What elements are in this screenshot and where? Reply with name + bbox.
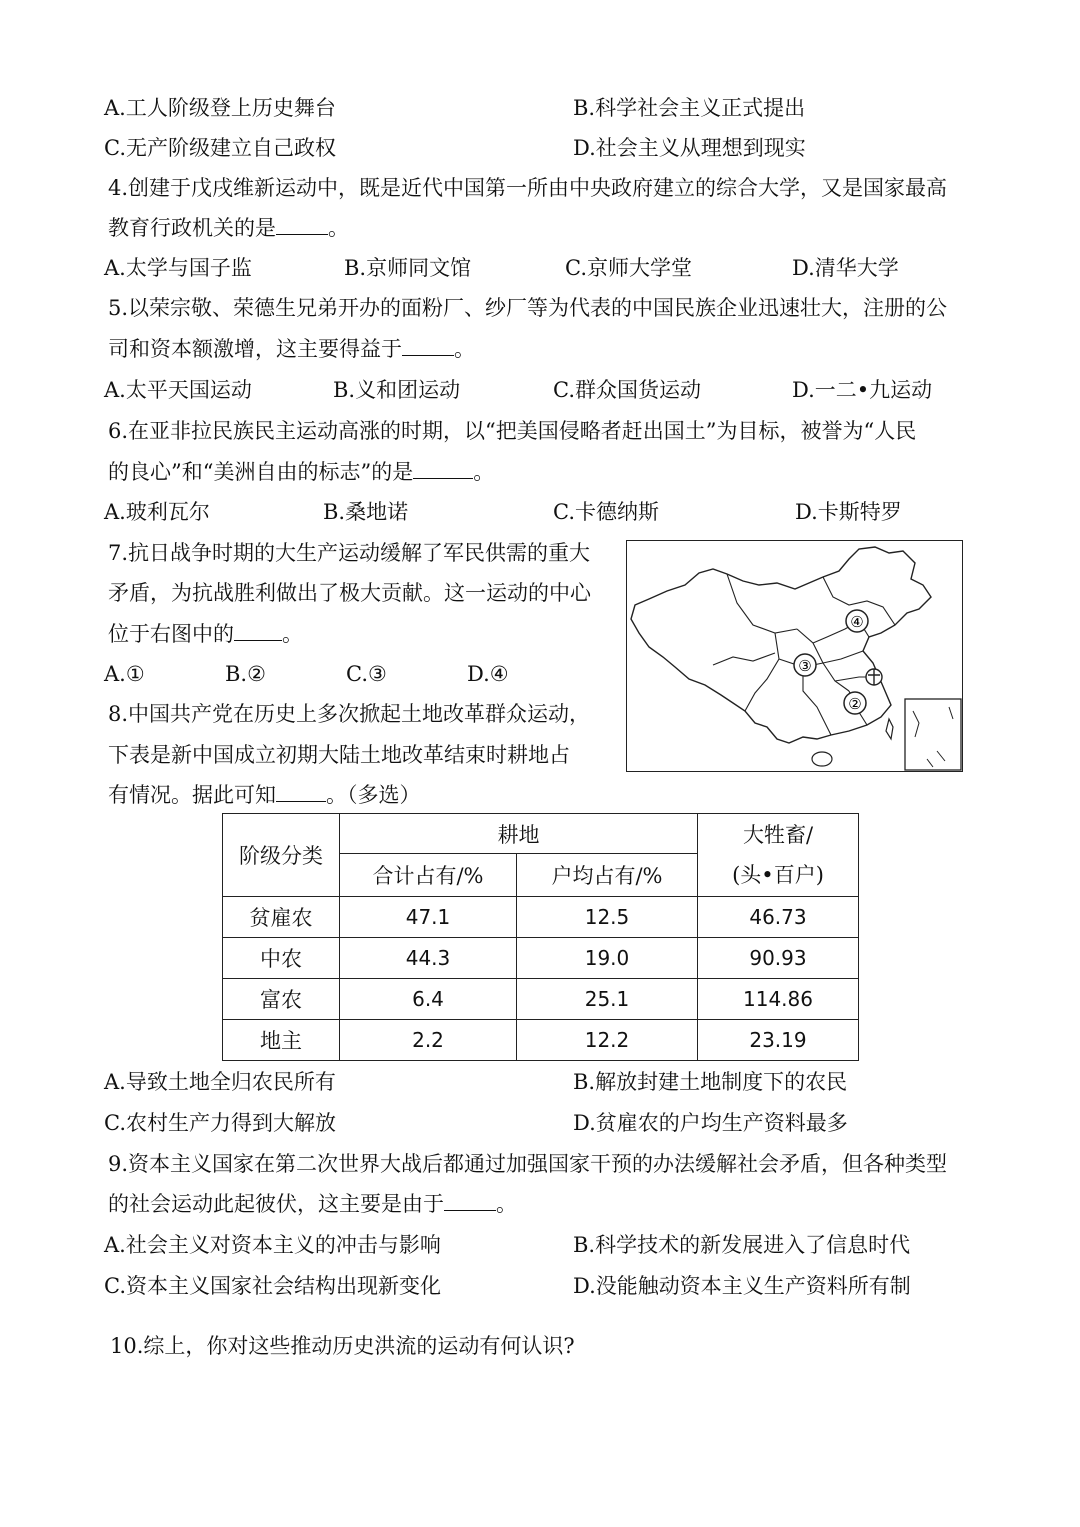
header-land: 耕地 <box>340 814 698 854</box>
row-total: 47.1 <box>340 897 517 938</box>
header-livestock <box>698 814 859 897</box>
q9-stem-text: 的社会运动此起彼伏，这主要是由于 <box>108 1192 444 1216</box>
q8-answer-blank[interactable] <box>276 781 326 802</box>
q7-stem-text: 位于右图中的 <box>108 622 234 646</box>
taiwan-island <box>886 719 893 739</box>
q4-stem-end: 。 <box>328 216 349 240</box>
q3-option-c: C.无产阶级建立自己政权 <box>104 136 336 160</box>
table-row <box>223 979 859 1020</box>
row-total: 6.4 <box>340 979 517 1020</box>
q3-option-b: B.科学社会主义正式提出 <box>573 96 806 120</box>
q7-option-c: C.③ <box>346 662 387 686</box>
land-ownership-table <box>222 813 859 1061</box>
header-class: 阶级分类 <box>223 814 340 897</box>
q6-stem-line1: 6.在亚非拉民族民主运动高涨的时期，以“把美国侵略者赶出国土”为目标，被誉为“人民 <box>108 419 917 443</box>
q7-option-a: A.① <box>104 662 145 686</box>
map-marker-2 <box>844 692 866 714</box>
row-total: 2.2 <box>340 1020 517 1061</box>
map-marker-4-label: ④ <box>850 613 864 631</box>
q5-option-d: D.一二•九运动 <box>792 378 933 402</box>
q8-stem-line1: 8.中国共产党在历史上多次掀起土地改革群众运动， <box>108 702 591 726</box>
q7-option-d: D.④ <box>467 662 509 686</box>
q9-stem-line1: 9.资本主义国家在第二次世界大战后都通过加强国家干预的办法缓解社会矛盾，但各种类型 <box>108 1152 948 1176</box>
hainan-island <box>812 752 832 766</box>
q6-option-d: D.卡斯特罗 <box>795 500 902 524</box>
q8-stem-text: 有情况。据此可知 <box>108 783 276 807</box>
q4-option-b: B.京师同文馆 <box>344 256 472 280</box>
q4-option-a: A.太学与国子监 <box>104 256 252 280</box>
q7-stem-line1: 7.抗日战争时期的大生产运动缓解了军民供需的重大 <box>108 541 591 565</box>
q6-option-a: A.玻利瓦尔 <box>104 500 210 524</box>
q9-stem-line2 <box>108 1189 517 1219</box>
map-marker-3 <box>794 654 816 676</box>
q7-stem-line2: 矛盾，为抗战胜利做出了极大贡献。这一运动的中心 <box>108 581 591 605</box>
row-avg: 19.0 <box>517 938 698 979</box>
q4-option-d: D.清华大学 <box>792 256 899 280</box>
row-avg: 12.2 <box>517 1020 698 1061</box>
q5-stem-line1: 5.以荣宗敬、荣德生兄弟开办的面粉厂、纱厂等为代表的中国民族企业迅速壮大，注册的公 <box>108 296 948 320</box>
q5-option-b: B.义和团运动 <box>333 378 461 402</box>
china-outline <box>631 547 931 743</box>
q4-stem-line1: 4.创建于戊戌维新运动中，既是近代中国第一所由中央政府建立的综合大学，又是国家最高 <box>108 176 948 200</box>
q9-option-c: C.资本主义国家社会结构出现新变化 <box>104 1274 441 1298</box>
q8-option-a: A.导致土地全归农民所有 <box>104 1070 336 1094</box>
header-livestock-line2: (头•百户) <box>732 863 824 887</box>
q7-stem-end: 。 <box>282 622 303 646</box>
q5-option-a: A.太平天国运动 <box>104 378 252 402</box>
q5-stem-line2 <box>108 334 475 364</box>
q5-stem-text: 司和资本额激增，这主要得益于 <box>108 337 402 361</box>
map-marker-3-label: ③ <box>798 657 812 675</box>
q9-option-a: A.社会主义对资本主义的冲击与影响 <box>104 1233 441 1257</box>
q6-answer-blank[interactable] <box>413 458 473 479</box>
q4-stem-line2 <box>108 213 349 243</box>
header-livestock-line1: 大牲畜/ <box>742 823 814 847</box>
row-total: 44.3 <box>340 938 517 979</box>
q6-option-c: C.卡德纳斯 <box>553 500 659 524</box>
map-marker-2-label: ② <box>848 695 862 713</box>
q5-answer-blank[interactable] <box>402 335 454 356</box>
china-map-drawing <box>627 541 962 771</box>
row-avg: 25.1 <box>517 979 698 1020</box>
q8-stem-line2: 下表是新中国成立初期大陆土地改革结束时耕地占 <box>108 743 570 767</box>
q8-stem-end: 。（多选） <box>326 783 421 807</box>
q7-answer-blank[interactable] <box>234 620 282 641</box>
q3-option-d: D.社会主义从理想到现实 <box>573 136 806 160</box>
q10-stem: 10.综上，你对这些推动历史洪流的运动有何认识? <box>110 1334 575 1358</box>
q6-stem-text: 的良心”和“美洲自由的标志”的是 <box>108 460 414 484</box>
row-class: 地主 <box>223 1020 340 1061</box>
q9-stem-end: 。 <box>496 1192 517 1216</box>
q8-option-c: C.农村生产力得到大解放 <box>104 1111 336 1135</box>
q8-stem-line3 <box>108 780 421 810</box>
q6-stem-line2 <box>108 457 494 487</box>
header-avg: 户均占有/% <box>517 854 698 897</box>
header-total: 合计占有/% <box>340 854 517 897</box>
q9-answer-blank[interactable] <box>444 1190 496 1211</box>
row-class: 贫雇农 <box>223 897 340 938</box>
q7-option-b: B.② <box>225 662 266 686</box>
table-row <box>223 897 859 938</box>
q6-stem-end: 。 <box>473 460 495 484</box>
row-class: 富农 <box>223 979 340 1020</box>
table-row <box>223 938 859 979</box>
row-livestock: 114.86 <box>698 979 859 1020</box>
q7-stem-line3 <box>108 619 303 649</box>
row-livestock: 90.93 <box>698 938 859 979</box>
q4-stem-text: 教育行政机关的是 <box>108 216 276 240</box>
q5-option-c: C.群众国货运动 <box>553 378 701 402</box>
q9-option-d: D.没能触动资本主义生产资料所有制 <box>573 1274 911 1298</box>
q4-answer-blank[interactable] <box>276 214 328 235</box>
china-map <box>626 540 963 772</box>
row-class: 中农 <box>223 938 340 979</box>
q5-stem-end: 。 <box>454 337 475 361</box>
south-sea-inset <box>905 699 961 770</box>
row-livestock: 46.73 <box>698 897 859 938</box>
q4-option-c: C.京师大学堂 <box>565 256 692 280</box>
q3-option-a: A.工人阶级登上历史舞台 <box>104 96 336 120</box>
q6-option-b: B.桑地诺 <box>323 500 409 524</box>
row-livestock: 23.19 <box>698 1020 859 1061</box>
map-marker-4 <box>846 610 868 632</box>
table-row <box>223 1020 859 1061</box>
row-avg: 12.5 <box>517 897 698 938</box>
q8-option-d: D.贫雇农的户均生产资料最多 <box>573 1111 848 1135</box>
q8-option-b: B.解放封建土地制度下的农民 <box>573 1070 848 1094</box>
q9-option-b: B.科学技术的新发展进入了信息时代 <box>573 1233 911 1257</box>
